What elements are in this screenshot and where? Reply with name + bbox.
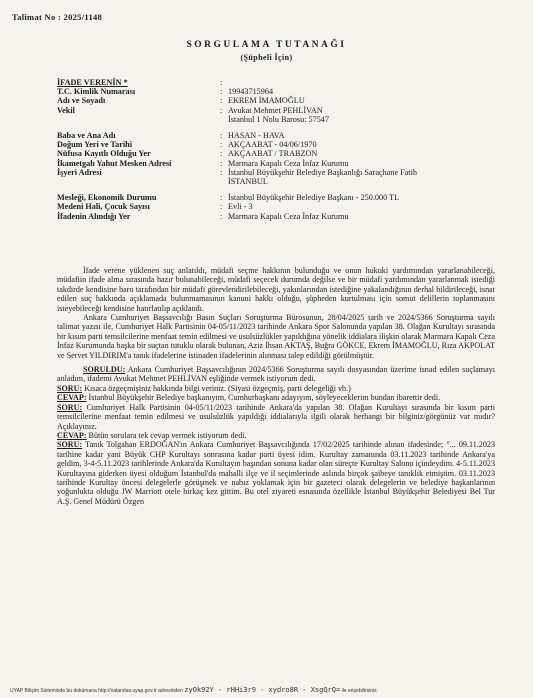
info-label: İşyeri Adresi <box>57 167 102 177</box>
rights-paragraph: İfade verene yüklenen suç anlatıldı, müdafi seçme hakkının bulunduğu ve onun hukuki yardımından yararlanabileceği, müdafiin ifade alma sırasında hazır bulunabileceği, müdafi seçecek durumda değilse ve bir müdafi yardımından yararlanmak istediği takdirde kendisine baro tarafından bir müdafi görevlendirilebileceği, yakınlarından istediğine yakalandığının derhal bildirileceği, isnat edilen suç hakkında açıklamada bulunmamasının kanuni hakkı olduğu, şüpheden kurtulması için somut delillerin toplanmasını isteyebileceği kendisine hatırlatılıp açıklandı. <box>57 266 495 313</box>
info-colon <box>220 177 228 186</box>
info-colon: : <box>220 131 223 141</box>
info-colon: : <box>220 87 223 97</box>
info-label: Nüfusa Kayıtlı Olduğu Yer <box>57 149 151 159</box>
info-value <box>228 78 487 87</box>
info-value: 19943715964 <box>228 87 274 97</box>
info-value: Avukat Mehmet PEHLİVAN <box>228 105 323 115</box>
info-colon: : <box>220 78 223 87</box>
statement-body <box>57 266 495 506</box>
verification-code: zyOk92Y - rHHi3r9 - xydro8R - XsgQrQ= <box>184 686 341 694</box>
question-4: SORU: Tanık Tolgahan ERDOĞAN'ın Ankara Cumhuriyet Başsavcılığında 17/02/2025 tarihinde alınan ifadesinde; "... 09.11.2023 tarihine kadar yani Büyük CHP Kurultayı sonrasına kadar parti üyesi idim. Kurultay zamanında 03.11.2023 tarihinde Ankara'ya geldim, 3-4-5.11.2023 tarihlerinde Ankara'da Kurultayın başından sonuna kadar olan süreçte Kurultay Salonu içindeydim. 4-5.11.2023 Kurultayına giderken üyesi olduğum İstanbul'da mahalli ilçe ve il seçimlerinde aslında birçok şaibeye tanıklık etmiştim. 03.11.2023 tarihinde Kurultay öncesi delegelerle görüşmek ve nabız yoklamak için bir gazeteci olarak delegelerin ve belediye başkanlarının yoğunlukta olduğu JW Marriott otele birkaç kez gittim. Bu otel ziyareti esnasında özellikle İstanbul Büyükşehir Belediyesi Bel Tur A.Ş. Genel Müdürü Özgen <box>57 440 495 506</box>
info-value: AKÇAABAT - 04/06/1970 <box>228 140 317 150</box>
info-value: AKÇAABAT / TRABZON <box>228 149 318 159</box>
info-colon: : <box>220 96 223 106</box>
info-value: İstanbul Büyükşehir Belediye Başkanlığı Saraçhane Fatih <box>228 167 417 177</box>
info-row <box>57 168 487 177</box>
identity-info-table <box>57 78 487 221</box>
info-value: Marmara Kapalı Ceza İnfaz Kurumu <box>228 211 349 221</box>
info-colon: : <box>220 149 223 159</box>
question-3: SORU: Cumhuriyet Halk Partisinin 04-05/11/2023 tarihinde Ankara'da yapılan 38. Olağan Kurultayı sırasında bir kısım parti temsilcilerine menfaat temin edilmesi ve usulsüzlük yapıldığı iddialarıyla ilgili olarak herhangi bir bilginiz/görgünüz var mıdır? Açıklayınız. <box>57 402 495 431</box>
info-row <box>57 131 487 140</box>
info-label: Baba ve Ana Adı <box>57 131 116 141</box>
instruction-paragraph: Ankara Cumhuriyet Başsavcılığı Basın Suçları Soruşturma Bürosunun, 28/04/2025 tarih ve 2024/5366 Soruşturma sayılı talimat yazısı ile, Cumhuriyet Halk Partisinin 04-05/11/2023 tarihinde Ankara Spor Salonunda yapılan 38. Olağan Kurultayı sırasında bir kısım parti temsilcilerine menfaat temin edilmesi ve usulsüzlükler yapıldığına yönelik iddialara ilişkin olarak Marmara Kapalı Ceza İnfaz Kurumunda başka bir suçtan tutuklu olarak bulunan, Aziz İhsan AKTAŞ, Buğra GÖKCE, Ekrem İMAMOĞLU, Rıza AKPOLAT ve Servet YILDIRIM'a tanık ifadelerine istinaden ifadelerinin alınması talep edildiği görülmüştür. <box>57 313 495 360</box>
info-colon: : <box>220 211 223 221</box>
info-colon: : <box>220 105 223 115</box>
info-label: Mesleği, Ekonomik Durumu <box>57 193 157 203</box>
info-label: T.C. Kimlik Numarası <box>57 87 136 97</box>
info-label <box>57 115 220 124</box>
info-value: Evli - 3 <box>228 202 253 212</box>
info-colon <box>220 115 228 124</box>
info-colon: : <box>220 158 223 168</box>
info-colon: : <box>220 202 223 212</box>
info-colon: : <box>220 193 223 203</box>
answer-2: CEVAP: İstanbul Büyükşehir Belediye başkanıyım, Cumhurbaşkanı adayıyım, söyleyeceklerim bundan ibarettir dedi. <box>57 393 441 403</box>
info-row <box>57 202 487 211</box>
question-answer-1: SORULDU: Ankara Cumhuriyet Başsavcılığının 2024/5366 Soruşturma sayılı dosyasından üzerime isnad edilen suçlamayı anladım, ifademi Avukat Mehmet PEHLİVAN eşliğinde vermek istiyorum dedi. <box>57 365 495 384</box>
info-label <box>57 177 220 186</box>
info-label: İkametgah Yahut Mesken Adresi <box>57 158 172 168</box>
info-label: Medeni Hali, Çocuk Sayısı <box>57 202 150 212</box>
document-title: SORGULAMA TUTANAĞI <box>186 40 347 50</box>
info-row <box>57 115 487 124</box>
document-number: Talimat No : 2025/1148 <box>12 12 103 22</box>
info-value: EKREM İMAMOĞLU <box>228 96 305 106</box>
info-label: Doğum Yeri ve Tarihi <box>57 140 132 150</box>
answer-3: CEVAP: Bütün sorulara tek cevap vermek istiyorum dedi. <box>57 430 247 440</box>
info-value: İstanbul Büyükşehir Belediye Başkanı - 250.000 TL <box>228 193 400 203</box>
info-value: HASAN - HAVA <box>228 131 285 141</box>
info-label: Vekil <box>57 105 75 115</box>
info-row <box>57 149 487 158</box>
info-colon: : <box>220 167 223 177</box>
info-value: İSTANBUL <box>228 177 268 187</box>
info-label: Adı ve Soyadı <box>57 96 106 106</box>
info-row <box>57 96 487 105</box>
info-label: İFADE VERENİN * <box>57 78 128 87</box>
info-colon: : <box>220 140 223 150</box>
question-2: SORU: Kısaca özgeçmişiniz hakkında bilgi veriniz. (Siyasi özgeçmiş, parti delegeliği vb.) <box>57 383 351 393</box>
info-row <box>57 212 487 221</box>
document-subtitle: (Şüpheli İçin) <box>240 53 293 62</box>
uyap-footer: UYAP Bilişim Sisteminde bu dokümana http://vatandas.uyap.gov.tr adresinden zyOk92Y - rHHi3r9 - xydro8R - XsgQrQ= ile erişebilirsiniz. <box>10 686 378 694</box>
info-row <box>57 177 487 186</box>
info-row <box>57 193 487 202</box>
info-row <box>57 106 487 115</box>
info-label: İfadenin Alındığı Yer <box>57 211 131 221</box>
info-value: İstanbul 1 Nolu Barosu: 57547 <box>228 114 329 124</box>
info-row <box>57 159 487 168</box>
info-row <box>57 78 487 87</box>
info-value: Marmara Kapalı Ceza İnfaz Kurumu <box>228 158 349 168</box>
info-row <box>57 140 487 149</box>
